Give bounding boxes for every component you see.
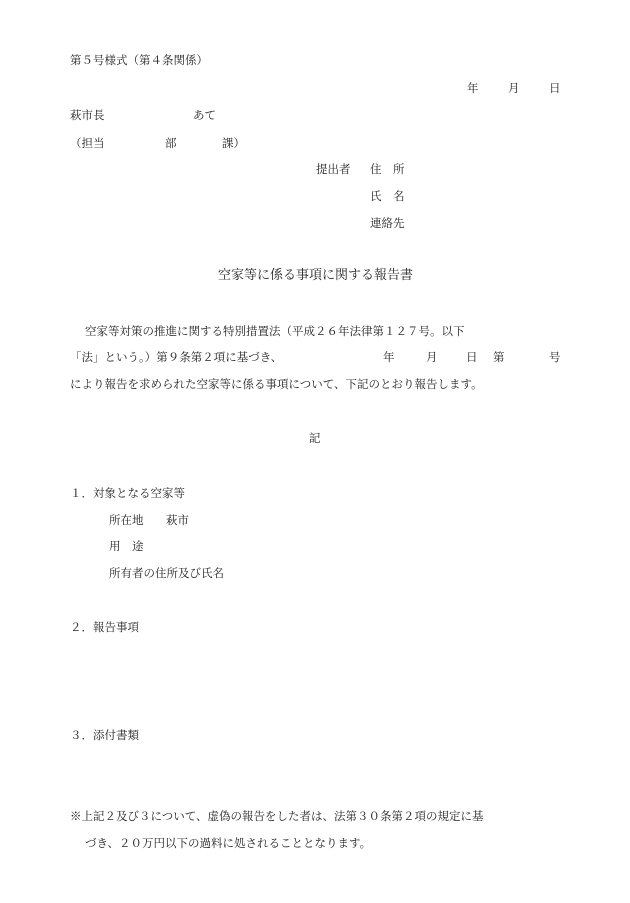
body-dai: 第 bbox=[493, 350, 505, 364]
addressee-suffix: あて bbox=[193, 108, 216, 122]
department-open: （担当 bbox=[70, 136, 105, 150]
body-line-3: により報告を求められた空家等に係る事項について、下記のとおり報告します。 bbox=[70, 377, 483, 391]
section-1-heading: １．対象となる空家等 bbox=[70, 486, 185, 500]
addressee-name: 萩市長 bbox=[70, 108, 105, 122]
form-label: 第５号様式（第４条関係） bbox=[70, 53, 208, 67]
body-month: 月 bbox=[426, 350, 438, 364]
body-line-2: 「法」という。）第９条第２項に基づき、 bbox=[70, 350, 283, 364]
location-label: 所在地 bbox=[109, 513, 144, 527]
date-year: 年 bbox=[467, 81, 479, 95]
submitter-label: 提出者 bbox=[316, 162, 351, 176]
body-go: 号 bbox=[549, 350, 561, 364]
date-month: 月 bbox=[508, 81, 520, 95]
body-year: 年 bbox=[383, 350, 395, 364]
department-bu: 部 bbox=[165, 136, 177, 150]
body-line-1: 空家等対策の推進に関する特別措置法（平成２６年法律第１２７号。以下 bbox=[85, 324, 465, 338]
location-value: 萩市 bbox=[166, 513, 189, 527]
owner-label: 所有者の住所及び氏名 bbox=[109, 566, 224, 580]
note-line-2: づき、２０万円以下の過料に処されることとなります。 bbox=[85, 836, 372, 850]
document-title: 空家等に係る事項に関する報告書 bbox=[218, 268, 414, 283]
ki-label: 記 bbox=[309, 431, 321, 445]
note-line-1: ※上記２及び３について、虚偽の報告をした者は、法第３０条第２項の規定に基 bbox=[70, 809, 484, 823]
submitter-contact-label: 連絡先 bbox=[370, 216, 405, 230]
department-ka: 課） bbox=[222, 136, 245, 150]
section-2-heading: ２．報告事項 bbox=[70, 620, 139, 634]
section-3-heading: ３．添付書類 bbox=[70, 728, 139, 742]
submitter-name-label: 氏 名 bbox=[370, 189, 405, 203]
submitter-address-label: 住 所 bbox=[370, 162, 405, 176]
usage-label: 用 途 bbox=[109, 539, 144, 553]
body-day: 日 bbox=[466, 350, 478, 364]
date-day: 日 bbox=[549, 81, 561, 95]
